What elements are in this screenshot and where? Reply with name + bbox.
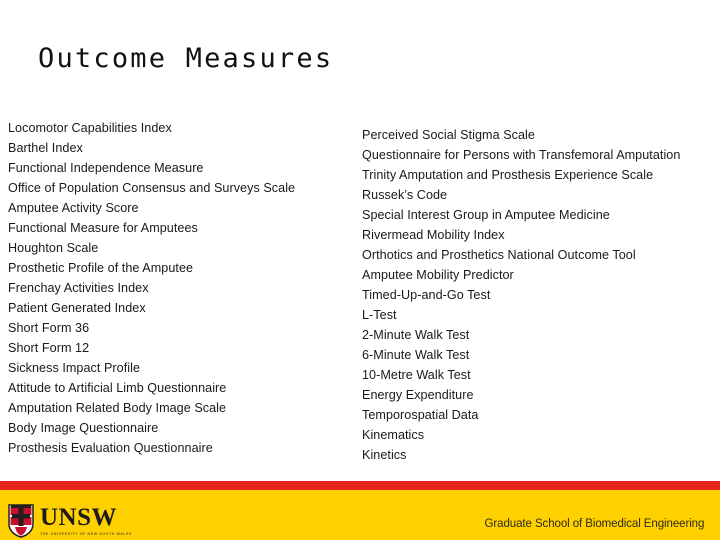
unsw-crest-icon (8, 504, 34, 538)
list-item: L-Test (362, 308, 397, 322)
list-item: Sickness Impact Profile (8, 361, 141, 375)
list-item: Short Form 36 (8, 321, 90, 335)
list-item: 6-Minute Walk Test (362, 348, 470, 362)
list-item: Locomotor Capabilities Index (8, 121, 172, 135)
outcome-measures-columns (0, 118, 720, 473)
list-item: Kinematics (362, 428, 425, 442)
list-item: Short Form 12 (8, 341, 90, 355)
list-item: Perceived Social Stigma Scale (362, 128, 535, 142)
page-title: Outcome Measures (38, 43, 334, 74)
list-item: Rivermead Mobility Index (362, 228, 505, 242)
list-item: Prosthetic Profile of the Amputee (8, 261, 194, 275)
list-item: 2-Minute Walk Test (362, 328, 470, 342)
list-item: Trinity Amputation and Prosthesis Experience Scale (362, 168, 654, 182)
list-item: Attitude to Artificial Limb Questionnaire (8, 381, 227, 395)
list-item: Orthotics and Prosthetics National Outcome Tool (362, 248, 636, 262)
list-item: Questionnaire for Persons with Transfemoral Amputation (362, 148, 681, 162)
list-item: Prosthesis Evaluation Questionnaire (8, 441, 213, 455)
list-item: Timed-Up-and-Go Test (362, 288, 491, 302)
slide-footer (0, 481, 720, 540)
list-item: Energy Expenditure (362, 388, 474, 402)
list-item: Amputee Activity Score (8, 201, 139, 215)
unsw-wordmark: UNSW (40, 504, 118, 531)
list-item: Amputation Related Body Image Scale (8, 401, 227, 415)
list-item: Frenchay Activities Index (8, 281, 149, 295)
list-item: Amputee Mobility Predictor (362, 268, 514, 282)
unsw-wordmark-group (40, 504, 133, 537)
unsw-logo (8, 503, 133, 539)
measures-column-right (362, 125, 714, 465)
footer-red-divider (0, 481, 720, 490)
measures-column-left (8, 118, 353, 458)
list-item: Kinetics (362, 448, 407, 462)
list-item: Functional Independence Measure (8, 161, 204, 175)
list-item: Special Interest Group in Amputee Medicine (362, 208, 610, 222)
list-item: 10-Metre Walk Test (362, 368, 471, 382)
list-item: Office of Population Consensus and Surveys Scale (8, 181, 296, 195)
list-item: Barthel Index (8, 141, 83, 155)
list-item: Russek’s Code (362, 188, 448, 202)
list-item: Houghton Scale (8, 241, 99, 255)
footer-school-name: Graduate School of Biomedical Engineering (484, 516, 704, 530)
list-item: Functional Measure for Amputees (8, 221, 198, 235)
list-item: Patient Generated Index (8, 301, 146, 315)
list-item: Body Image Questionnaire (8, 421, 159, 435)
unsw-tagline: THE UNIVERSITY OF NEW SOUTH WALES (40, 532, 133, 536)
footer-yellow-band (0, 490, 720, 540)
list-item: Temporospatial Data (362, 408, 479, 422)
